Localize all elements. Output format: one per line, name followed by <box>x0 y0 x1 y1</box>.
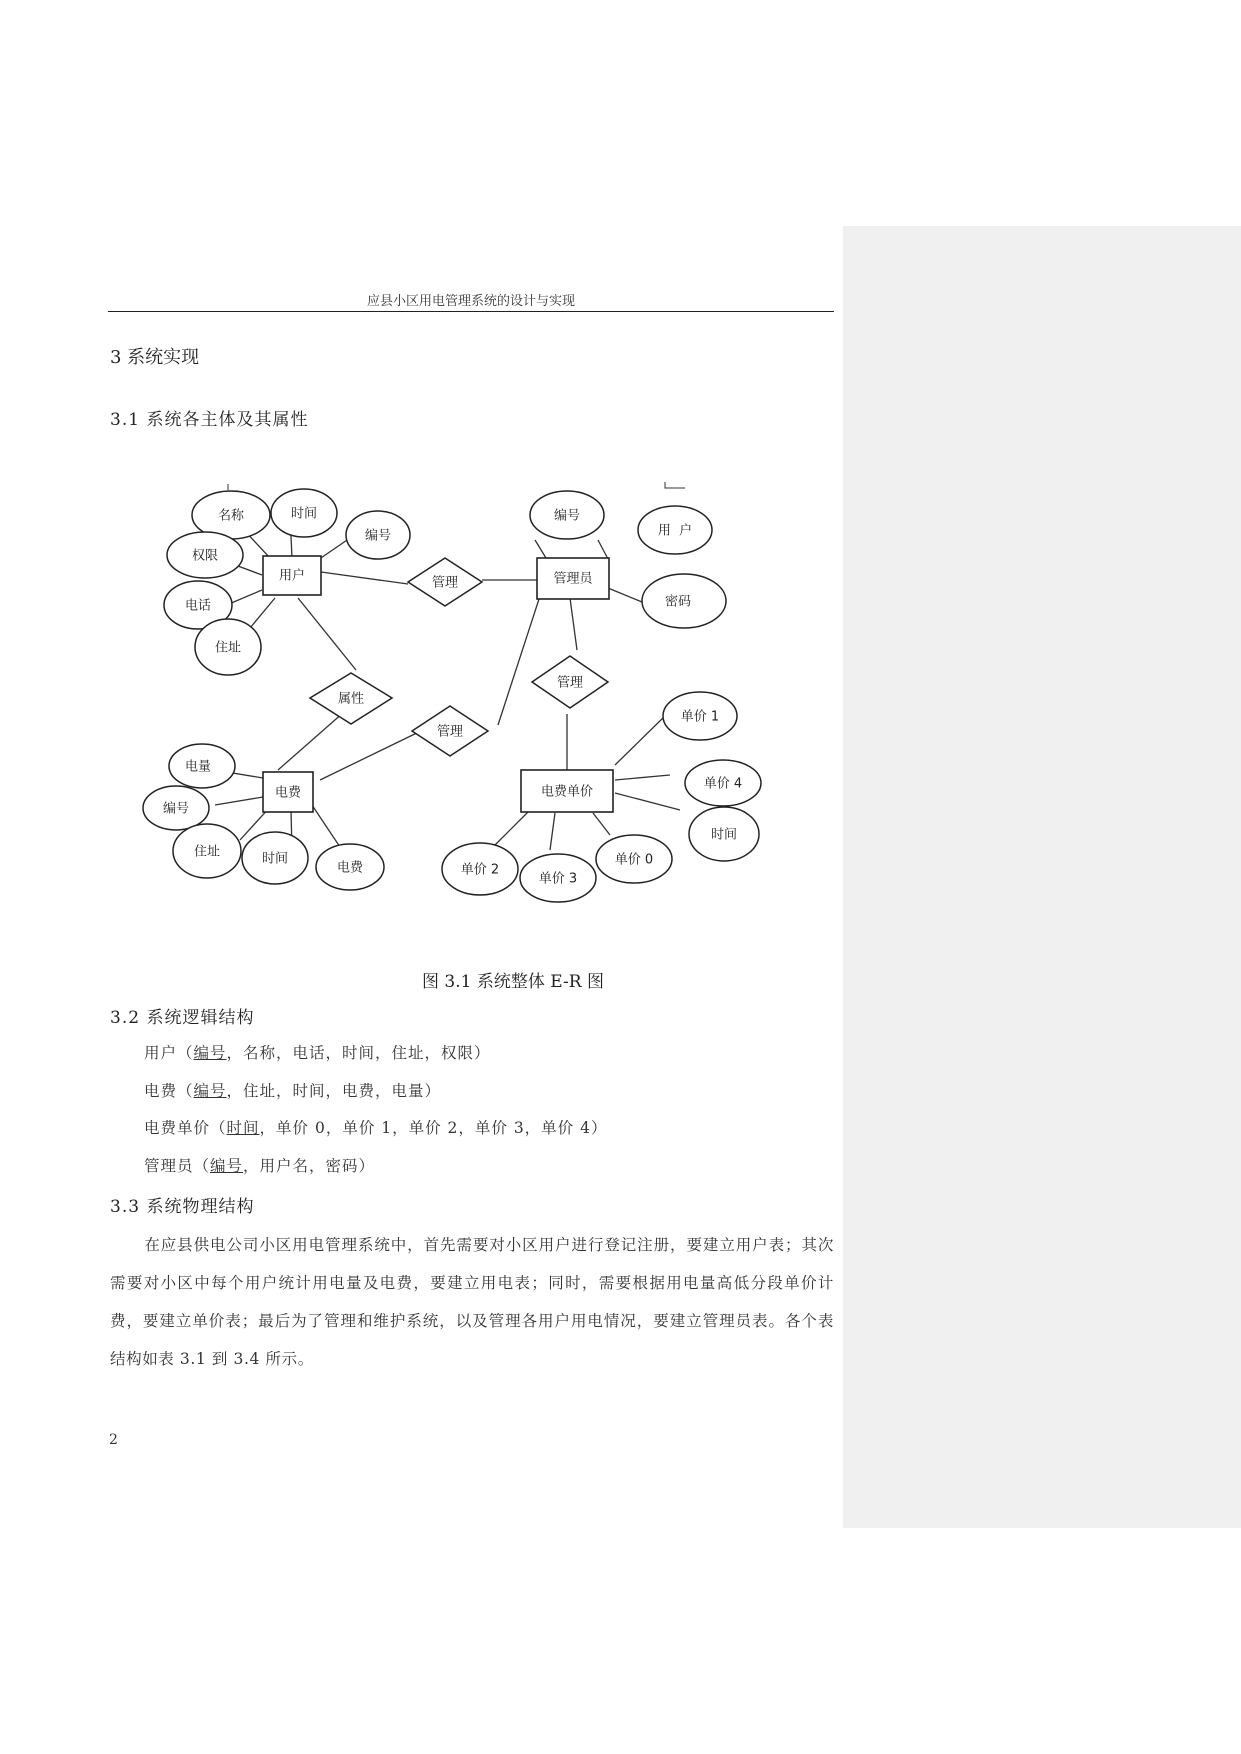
section-3-1-heading: 3.1 系统各主体及其属性 <box>110 410 309 430</box>
label-rel-user-fee: 属性 <box>337 691 365 707</box>
page-number: 2 <box>109 1432 118 1448</box>
label-attr-user-time: 时间 <box>290 506 318 522</box>
label-attr-price-2: 单价 2 <box>460 862 500 878</box>
label-entity-admin: 管理员 <box>553 571 593 587</box>
label-rel-admin-price: 管理 <box>556 675 584 691</box>
label-attr-price-3: 单价 3 <box>538 871 578 887</box>
primary-key: 时间 <box>226 1119 260 1137</box>
header-rule <box>108 311 834 312</box>
label-attr-price-0: 单价 0 <box>614 852 654 868</box>
logic-line-admin: 管理员（编号，用户名，密码） <box>144 1157 376 1175</box>
label-attr-price-1: 单价 1 <box>680 709 720 725</box>
label-entity-fee: 电费 <box>274 785 302 801</box>
label-attr-fee-addr: 住址 <box>193 844 221 860</box>
logic-line-fee: 电费（编号，住址，时间，电费，电量） <box>144 1082 442 1100</box>
label-attr-fee-fee: 电费 <box>336 860 364 876</box>
label-attr-user-perm: 权限 <box>191 548 219 564</box>
section-3-3-heading: 3.3 系统物理结构 <box>110 1197 255 1217</box>
label-attr-user-addr: 住址 <box>214 640 242 656</box>
er-diagram <box>140 470 780 920</box>
label-attr-user-phone: 电话 <box>184 598 212 614</box>
label-rel-user-admin: 管理 <box>431 575 459 591</box>
label-attr-user-name: 名称 <box>217 508 245 524</box>
section-3-2-heading: 3.2 系统逻辑结构 <box>110 1008 255 1028</box>
primary-key: 编号 <box>193 1044 227 1062</box>
label-attr-admin-user: 用 户 <box>657 523 693 539</box>
label-attr-price-4: 单价 4 <box>703 776 743 792</box>
label-attr-fee-id: 编号 <box>162 801 190 817</box>
label-attr-admin-id: 编号 <box>553 508 581 524</box>
label-entity-user: 用户 <box>278 568 306 584</box>
label-entity-unit-price: 电费单价 <box>540 784 594 800</box>
figure-caption: 图 3.1 系统整体 E-R 图 <box>422 972 604 992</box>
label-attr-price-time: 时间 <box>710 827 738 843</box>
label-attr-fee-time: 时间 <box>261 851 289 867</box>
physical-structure-paragraph: 在应县供电公司小区用电管理系统中，首先需要对小区用户进行登记注册，要建立用户表；其次需要对小区中每个用户统计用电量及电费，要建立用电表；同时，需要根据用电量高低分段单价计费，要建立单价表；最后为了管理和维护系统，以及管理各用户用电情况，要建立管理员表。各个表结构如表 3.1 到 3.4 所示。 <box>110 1236 834 1368</box>
logic-line-unit-price: 电费单价（时间，单价 0，单价 1，单价 2，单价 3，单价 4） <box>144 1119 608 1137</box>
primary-key: 编号 <box>193 1082 227 1100</box>
label-attr-fee-amount: 电量 <box>184 759 212 775</box>
primary-key: 编号 <box>210 1157 244 1175</box>
chapter-heading: 3 系统实现 <box>110 347 200 368</box>
logic-line-user: 用户（编号，名称，电话，时间，住址，权限） <box>144 1044 491 1062</box>
running-header: 应县小区用电管理系统的设计与实现 <box>366 294 575 309</box>
label-attr-admin-pwd: 密码 <box>664 594 692 610</box>
comment-margin-pane <box>843 226 1241 1528</box>
label-rel-fee-admin: 管理 <box>436 724 464 740</box>
label-attr-user-id: 编号 <box>364 528 392 544</box>
